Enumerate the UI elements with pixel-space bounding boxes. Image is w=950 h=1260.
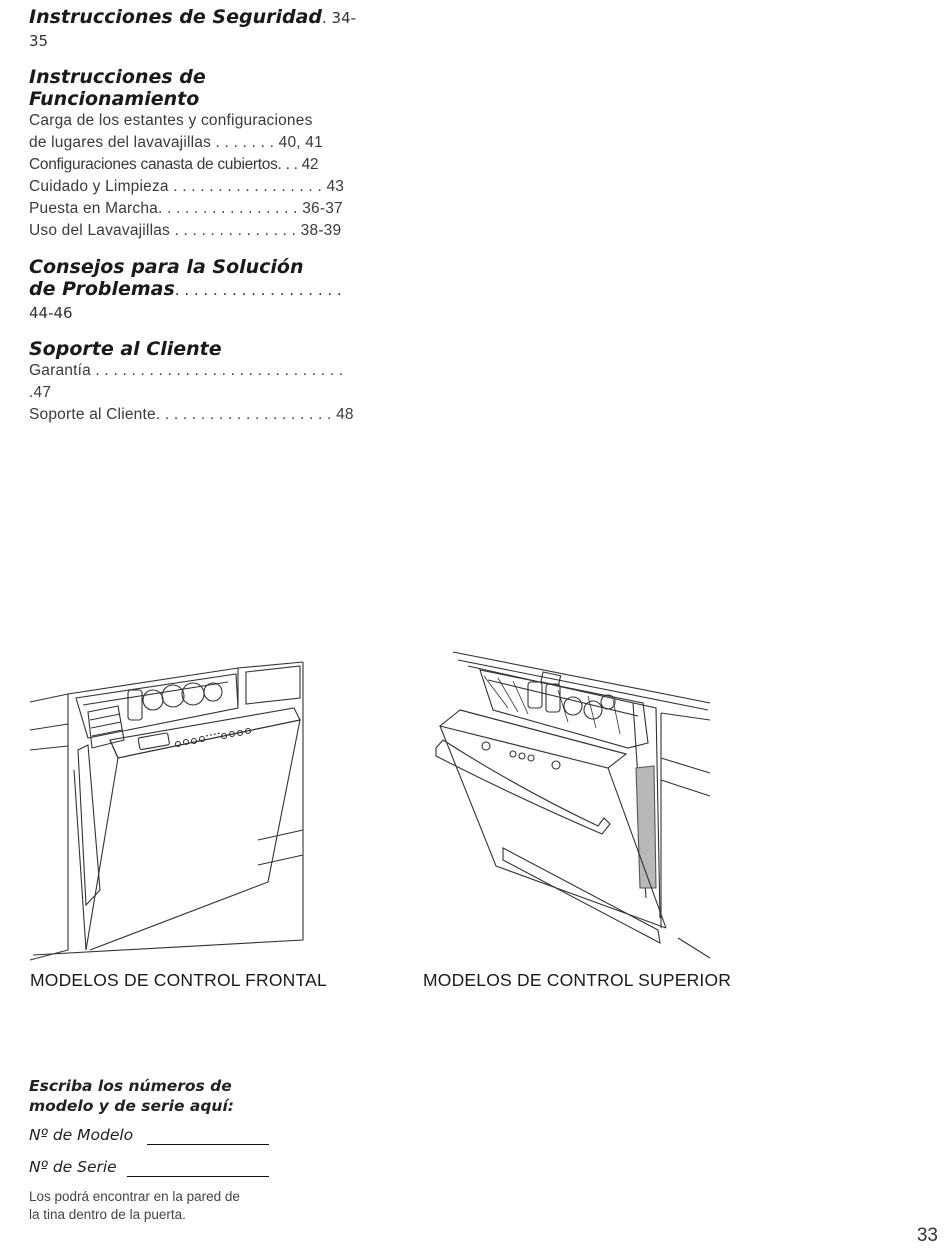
toc-pages-problemas: . . . . . . . . . . . . . . . . . . 44-46 [29, 281, 342, 322]
model-number-line[interactable] [147, 1144, 269, 1145]
toc-section-seguridad [29, 6, 359, 52]
toc-section-soporte [29, 338, 359, 426]
toc-entry: Garantía . . . . . . . . . . . . . . . . . . . . . . . . . . . . .47 [29, 362, 344, 401]
model-serial-form [29, 1076, 329, 1224]
serial-number-line[interactable] [127, 1176, 269, 1177]
top-control-caption: MODELOS DE CONTROL SUPERIOR [423, 970, 732, 990]
toc-title-seguridad: Instrucciones de Seguridad [29, 6, 323, 28]
top-control-dishwasher-illustration [418, 648, 713, 968]
toc-entry: Cuidado y Limpieza . . . . . . . . . . . . . . . . . 43 [29, 178, 345, 195]
page-number: 33 [916, 1225, 938, 1246]
toc-title-soporte: Soporte al Cliente [29, 338, 222, 360]
form-heading-1: Escriba los números de [29, 1077, 232, 1095]
serial-number-field[interactable] [29, 1158, 329, 1180]
toc-entry: Puesta en Marcha. . . . . . . . . . . . . . . . 36-37 [29, 200, 343, 217]
toc-entry: de lugares del lavavajillas . . . . . . . 40, 41 [29, 134, 323, 151]
form-note-line-2: la tina dentro de la puerta. [29, 1207, 186, 1222]
toc-title-funcionamiento: Instrucciones de Funcionamiento [29, 66, 206, 110]
front-control-dishwasher-illustration [28, 650, 313, 970]
front-control-caption: MODELOS DE CONTROL FRONTAL [30, 970, 327, 990]
toc-entry: Uso del Lavavajillas . . . . . . . . . . . . . . 38-39 [29, 222, 342, 239]
toc-entry: Configuraciones canasta de cubiertos. . . 42 [29, 156, 319, 173]
form-note-line-1: Los podrá encontrar en la pared de [29, 1189, 240, 1204]
toc-title-problemas-1: Consejos para la Solución [29, 256, 304, 278]
table-of-contents [29, 6, 359, 436]
toc-entry: Carga de los estantes y configuraciones [29, 112, 313, 129]
toc-pages-seguridad: . 34-35 [29, 9, 357, 50]
form-note [29, 1188, 329, 1224]
toc-section-problemas [29, 256, 359, 324]
toc-entry: Soporte al Cliente. . . . . . . . . . . . . . . . . . . . 48 [29, 406, 354, 423]
serial-number-label: Nº de Serie [29, 1158, 117, 1176]
toc-title-problemas-2: de Problemas [29, 278, 175, 300]
form-heading-2: modelo y de serie aquí: [29, 1097, 234, 1115]
model-number-label: Nº de Modelo [29, 1126, 134, 1144]
model-number-field[interactable] [29, 1126, 329, 1148]
toc-section-funcionamiento [29, 66, 359, 242]
